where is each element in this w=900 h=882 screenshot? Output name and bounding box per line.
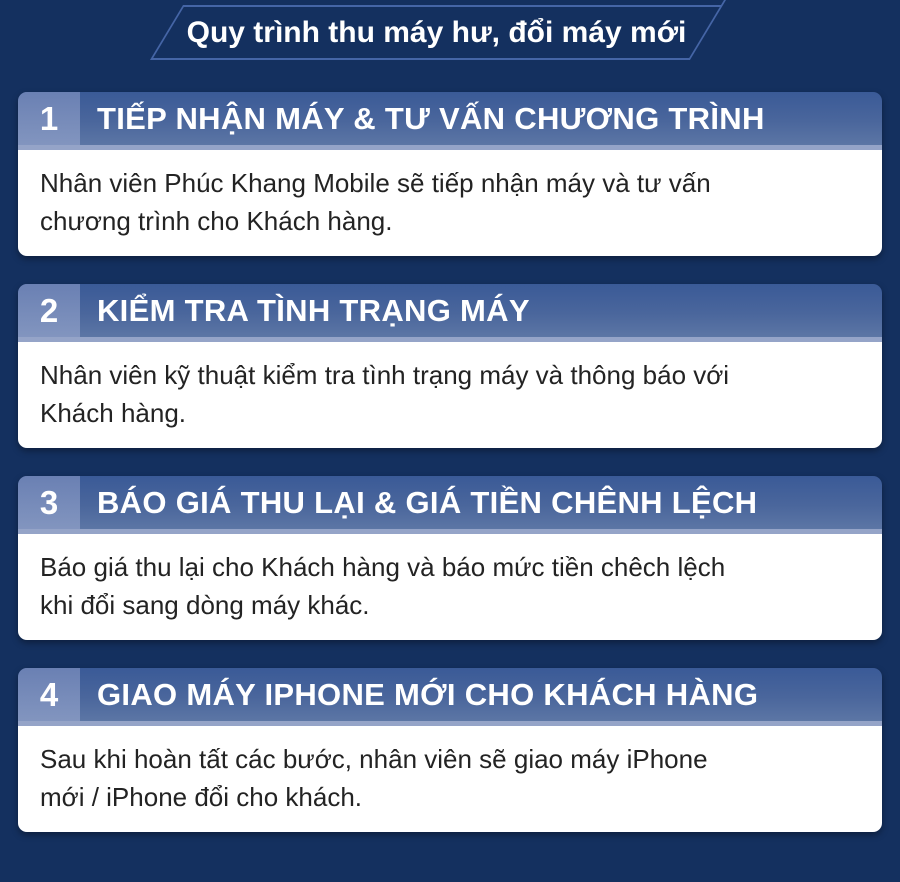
step-card-2 [18,284,882,448]
step-card-1 [18,92,882,256]
step-title: TIẾP NHẬN MÁY & TƯ VẤN CHƯƠNG TRÌNH [97,100,765,136]
step-description-line: khi đổi sang dòng máy khác. [40,590,370,620]
step-header [18,476,882,534]
step-description [18,534,882,640]
step-description-line: Khách hàng. [40,398,187,428]
step-title: KIỂM TRA TÌNH TRẠNG MÁY [97,292,530,328]
step-description [18,342,882,448]
step-number-badge: 4 [18,668,80,721]
page [0,4,900,882]
step-title: BÁO GIÁ THU LẠI & GIÁ TIỀN CHÊNH LỆCH [97,484,758,520]
step-description [18,150,882,256]
step-description-line: mới / iPhone đổi cho khách. [40,782,363,812]
banner [0,4,900,62]
step-number-badge: 3 [18,476,80,529]
step-title: GIAO MÁY IPHONE MỚI CHO KHÁCH HÀNG [97,676,759,712]
step-header [18,668,882,726]
step-description-line: Nhân viên Phúc Khang Mobile sẽ tiếp nhận máy và tư vấn [40,168,711,198]
step-description-line: Nhân viên kỹ thuật kiểm tra tình trạng máy và thông báo với [40,360,730,390]
step-description-line: Sau khi hoàn tất các bước, nhân viên sẽ giao máy iPhone [40,744,708,774]
banner-title: Quy trình thu máy hư, đổi máy mới [186,16,687,49]
step-header [18,284,882,342]
step-number-badge: 2 [18,284,80,337]
step-description-line: chương trình cho Khách hàng. [40,206,393,236]
step-description-line: Báo giá thu lại cho Khách hàng và báo mức tiền chêch lệch [40,552,726,582]
step-number-badge: 1 [18,92,80,145]
steps-list [0,92,900,832]
step-card-4 [18,668,882,832]
step-description [18,726,882,832]
step-card-3 [18,476,882,640]
step-header [18,92,882,150]
